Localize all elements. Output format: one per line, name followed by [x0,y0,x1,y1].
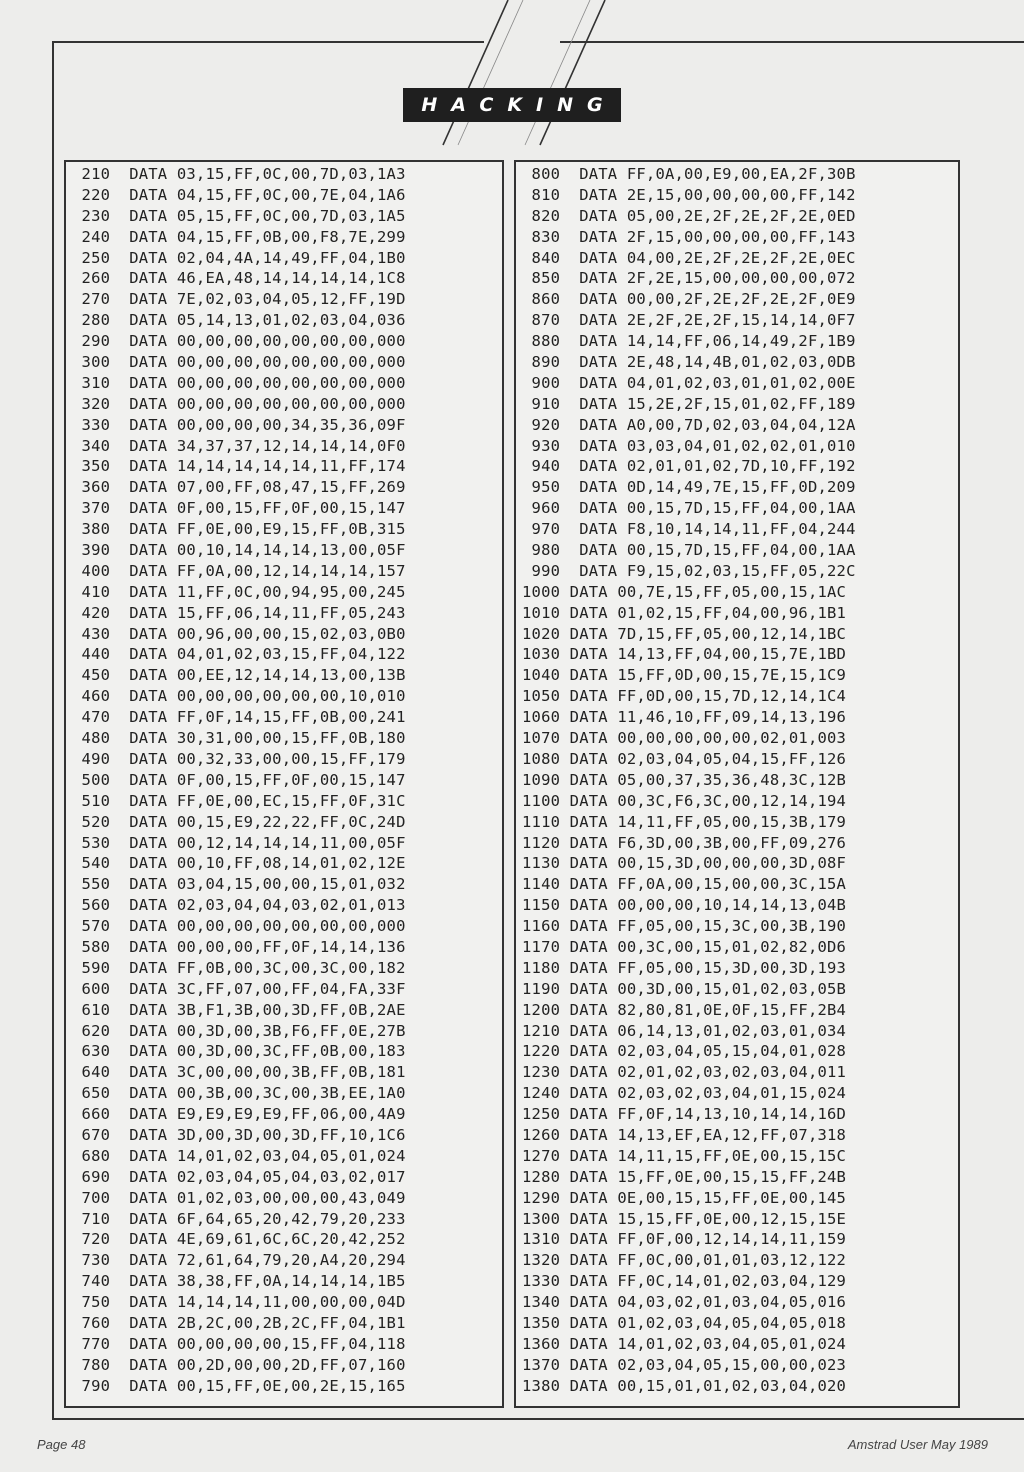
code-line: 1280 DATA 15,FF,0E,00,15,15,FF,24B [522,1167,847,1186]
code-line: 1270 DATA 14,11,15,FF,0E,00,15,15C [522,1146,847,1165]
code-line: 1310 DATA FF,0F,00,12,14,14,11,159 [522,1230,847,1249]
code-line: 280 DATA 05,14,13,01,02,03,04,036 [72,311,406,330]
code-line: 1240 DATA 02,03,02,03,04,01,15,024 [522,1084,847,1103]
code-line: 870 DATA 2E,2F,2E,2F,15,14,14,0F7 [522,311,856,330]
code-line: 950 DATA 0D,14,49,7E,15,FF,0D,209 [522,478,856,497]
code-line: 1070 DATA 00,00,00,00,00,02,01,003 [522,729,847,748]
code-line: 1300 DATA 15,15,FF,0E,00,12,15,15E [522,1209,847,1228]
code-line: 820 DATA 05,00,2E,2F,2E,2F,2E,0ED [522,206,856,225]
code-line: 610 DATA 3B,F1,3B,00,3D,FF,0B,2AE [72,1000,406,1019]
code-line: 1140 DATA FF,0A,00,15,00,00,3C,15A [522,875,847,894]
listing-left [66,164,502,1397]
code-line: 1110 DATA 14,11,FF,05,00,15,3B,179 [522,812,847,831]
code-line: 1030 DATA 14,13,FF,04,00,15,7E,1BD [522,645,847,664]
code-line: 380 DATA FF,0E,00,E9,15,FF,0B,315 [72,520,406,539]
code-line: 930 DATA 03,03,04,01,02,02,01,010 [522,436,856,455]
section-banner: HACKING [403,88,621,122]
code-line: 500 DATA 0F,00,15,FF,0F,00,15,147 [72,770,406,789]
code-line: 1290 DATA 0E,00,15,15,FF,0E,00,145 [522,1188,847,1207]
code-line: 240 DATA 04,15,FF,0B,00,F8,7E,299 [72,227,406,246]
code-line: 1170 DATA 00,3C,00,15,01,02,82,0D6 [522,937,847,956]
code-line: 1120 DATA F6,3D,00,3B,00,FF,09,276 [522,833,847,852]
code-line: 600 DATA 3C,FF,07,00,FF,04,FA,33F [72,979,406,998]
code-line: 570 DATA 00,00,00,00,00,00,00,000 [72,917,406,936]
code-line: 620 DATA 00,3D,00,3B,F6,FF,0E,27B [72,1021,406,1040]
code-line: 880 DATA 14,14,FF,06,14,49,2F,1B9 [522,332,856,351]
code-line: 740 DATA 38,38,FF,0A,14,14,14,1B5 [72,1272,406,1291]
code-line: 860 DATA 00,00,2F,2E,2F,2E,2F,0E9 [522,290,856,309]
code-line: 250 DATA 02,04,4A,14,49,FF,04,1B0 [72,248,406,267]
code-line: 520 DATA 00,15,E9,22,22,FF,0C,24D [72,812,406,831]
code-line: 1180 DATA FF,05,00,15,3D,00,3D,193 [522,958,847,977]
code-line: 1200 DATA 82,80,81,0E,0F,15,FF,2B4 [522,1000,847,1019]
code-line: 1370 DATA 02,03,04,05,15,00,00,023 [522,1355,847,1374]
code-line: 970 DATA F8,10,14,14,11,FF,04,244 [522,520,856,539]
listing-right [516,164,958,1397]
code-line: 990 DATA F9,15,02,03,15,FF,05,22C [522,561,856,580]
code-line: 1190 DATA 00,3D,00,15,01,02,03,05B [522,979,847,998]
code-line: 730 DATA 72,61,64,79,20,A4,20,294 [72,1251,406,1270]
code-line: 910 DATA 15,2E,2F,15,01,02,FF,189 [522,394,856,413]
code-line: 660 DATA E9,E9,E9,E9,FF,06,00,4A9 [72,1105,406,1124]
code-line: 1350 DATA 01,02,03,04,05,04,05,018 [522,1313,847,1332]
code-line: 1090 DATA 05,00,37,35,36,48,3C,12B [522,770,847,789]
code-line: 800 DATA FF,0A,00,E9,00,EA,2F,30B [522,165,856,183]
code-line: 550 DATA 03,04,15,00,00,15,01,032 [72,875,406,894]
code-line: 810 DATA 2E,15,00,00,00,00,FF,142 [522,185,856,204]
code-line: 680 DATA 14,01,02,03,04,05,01,024 [72,1146,406,1165]
code-line: 510 DATA FF,0E,00,EC,15,FF,0F,31C [72,791,406,810]
code-line: 670 DATA 3D,00,3D,00,3D,FF,10,1C6 [72,1125,406,1144]
code-line: 1210 DATA 06,14,13,01,02,03,01,034 [522,1021,847,1040]
code-line: 890 DATA 2E,48,14,4B,01,02,03,0DB [522,353,856,372]
code-line: 370 DATA 0F,00,15,FF,0F,00,15,147 [72,499,406,518]
code-line: 770 DATA 00,00,00,00,15,FF,04,118 [72,1334,406,1353]
code-line: 320 DATA 00,00,00,00,00,00,00,000 [72,394,406,413]
listing-panel-left [64,160,504,1408]
code-line: 1230 DATA 02,01,02,03,02,03,04,011 [522,1063,847,1082]
code-line: 640 DATA 3C,00,00,00,3B,FF,0B,181 [72,1063,406,1082]
code-line: 590 DATA FF,0B,00,3C,00,3C,00,182 [72,958,406,977]
code-line: 690 DATA 02,03,04,05,04,03,02,017 [72,1167,406,1186]
code-line: 490 DATA 00,32,33,00,00,15,FF,179 [72,749,406,768]
code-line: 1360 DATA 14,01,02,03,04,05,01,024 [522,1334,847,1353]
code-line: 330 DATA 00,00,00,00,34,35,36,09F [72,415,406,434]
code-line: 1000 DATA 00,7E,15,FF,05,00,15,1AC [522,582,847,601]
code-line: 700 DATA 01,02,03,00,00,00,43,049 [72,1188,406,1207]
code-line: 940 DATA 02,01,01,02,7D,10,FF,192 [522,457,856,476]
code-line: 220 DATA 04,15,FF,0C,00,7E,04,1A6 [72,185,406,204]
code-line: 270 DATA 7E,02,03,04,05,12,FF,19D [72,290,406,309]
code-line: 440 DATA 04,01,02,03,15,FF,04,122 [72,645,406,664]
code-line: 560 DATA 02,03,04,04,03,02,01,013 [72,896,406,915]
code-line: 1220 DATA 02,03,04,05,15,04,01,028 [522,1042,847,1061]
code-line: 1010 DATA 01,02,15,FF,04,00,96,1B1 [522,603,847,622]
code-line: 900 DATA 04,01,02,03,01,01,02,00E [522,373,856,392]
code-line: 1040 DATA 15,FF,0D,00,15,7E,15,1C9 [522,666,847,685]
code-line: 830 DATA 2F,15,00,00,00,00,FF,143 [522,227,856,246]
code-line: 1340 DATA 04,03,02,01,03,04,05,016 [522,1293,847,1312]
code-line: 1060 DATA 11,46,10,FF,09,14,13,196 [522,708,847,727]
code-line: 450 DATA 00,EE,12,14,14,13,00,13B [72,666,406,685]
code-line: 580 DATA 00,00,00,FF,0F,14,14,136 [72,937,406,956]
code-line: 790 DATA 00,15,FF,0E,00,2E,15,165 [72,1376,406,1395]
code-line: 360 DATA 07,00,FF,08,47,15,FF,269 [72,478,406,497]
code-line: 1150 DATA 00,00,00,10,14,14,13,04B [522,896,847,915]
code-line: 760 DATA 2B,2C,00,2B,2C,FF,04,1B1 [72,1313,406,1332]
code-line: 300 DATA 00,00,00,00,00,00,00,000 [72,353,406,372]
code-line: 540 DATA 00,10,FF,08,14,01,02,12E [72,854,406,873]
publication-info: Amstrad User May 1989 [847,1437,988,1452]
code-line: 1100 DATA 00,3C,F6,3C,00,12,14,194 [522,791,847,810]
code-line: 1330 DATA FF,0C,14,01,02,03,04,129 [522,1272,847,1291]
code-line: 850 DATA 2F,2E,15,00,00,00,00,072 [522,269,856,288]
page-number: Page 48 [37,1437,86,1452]
code-line: 920 DATA A0,00,7D,02,03,04,04,12A [522,415,856,434]
code-line: 530 DATA 00,12,14,14,14,11,00,05F [72,833,406,852]
code-line: 1130 DATA 00,15,3D,00,00,00,3D,08F [522,854,847,873]
code-line: 960 DATA 00,15,7D,15,FF,04,00,1AA [522,499,856,518]
code-line: 430 DATA 00,96,00,00,15,02,03,0B0 [72,624,406,643]
code-line: 460 DATA 00,00,00,00,00,00,10,010 [72,687,406,706]
code-line: 750 DATA 14,14,14,11,00,00,00,04D [72,1293,406,1312]
code-line: 470 DATA FF,0F,14,15,FF,0B,00,241 [72,708,406,727]
code-line: 630 DATA 00,3D,00,3C,FF,0B,00,183 [72,1042,406,1061]
code-line: 420 DATA 15,FF,06,14,11,FF,05,243 [72,603,406,622]
code-line: 1380 DATA 00,15,01,01,02,03,04,020 [522,1376,847,1395]
code-line: 1160 DATA FF,05,00,15,3C,00,3B,190 [522,917,847,936]
code-line: 710 DATA 6F,64,65,20,42,79,20,233 [72,1209,406,1228]
code-line: 210 DATA 03,15,FF,0C,00,7D,03,1A3 [72,165,406,183]
code-line: 230 DATA 05,15,FF,0C,00,7D,03,1A5 [72,206,406,225]
code-line: 980 DATA 00,15,7D,15,FF,04,00,1AA [522,541,856,560]
code-line: 480 DATA 30,31,00,00,15,FF,0B,180 [72,729,406,748]
code-line: 1260 DATA 14,13,EF,EA,12,FF,07,318 [522,1125,847,1144]
code-line: 1250 DATA FF,0F,14,13,10,14,14,16D [522,1105,847,1124]
code-line: 650 DATA 00,3B,00,3C,00,3B,EE,1A0 [72,1084,406,1103]
code-line: 410 DATA 11,FF,0C,00,94,95,00,245 [72,582,406,601]
code-line: 720 DATA 4E,69,61,6C,6C,20,42,252 [72,1230,406,1249]
code-line: 400 DATA FF,0A,00,12,14,14,14,157 [72,561,406,580]
code-line: 290 DATA 00,00,00,00,00,00,00,000 [72,332,406,351]
page-frame-left [52,41,54,1420]
code-line: 390 DATA 00,10,14,14,14,13,00,05F [72,541,406,560]
code-line: 350 DATA 14,14,14,14,14,11,FF,174 [72,457,406,476]
code-line: 840 DATA 04,00,2E,2F,2E,2F,2E,0EC [522,248,856,267]
code-line: 1050 DATA FF,0D,00,15,7D,12,14,1C4 [522,687,847,706]
code-line: 1320 DATA FF,0C,00,01,01,03,12,122 [522,1251,847,1270]
code-line: 1080 DATA 02,03,04,05,04,15,FF,126 [522,749,847,768]
code-line: 260 DATA 46,EA,48,14,14,14,14,1C8 [72,269,406,288]
code-line: 780 DATA 00,2D,00,00,2D,FF,07,160 [72,1355,406,1374]
code-line: 310 DATA 00,00,00,00,00,00,00,000 [72,373,406,392]
code-line: 340 DATA 34,37,37,12,14,14,14,0F0 [72,436,406,455]
page-frame-bottom [52,1418,1024,1420]
listing-panel-right [514,160,960,1408]
code-line: 1020 DATA 7D,15,FF,05,00,12,14,1BC [522,624,847,643]
